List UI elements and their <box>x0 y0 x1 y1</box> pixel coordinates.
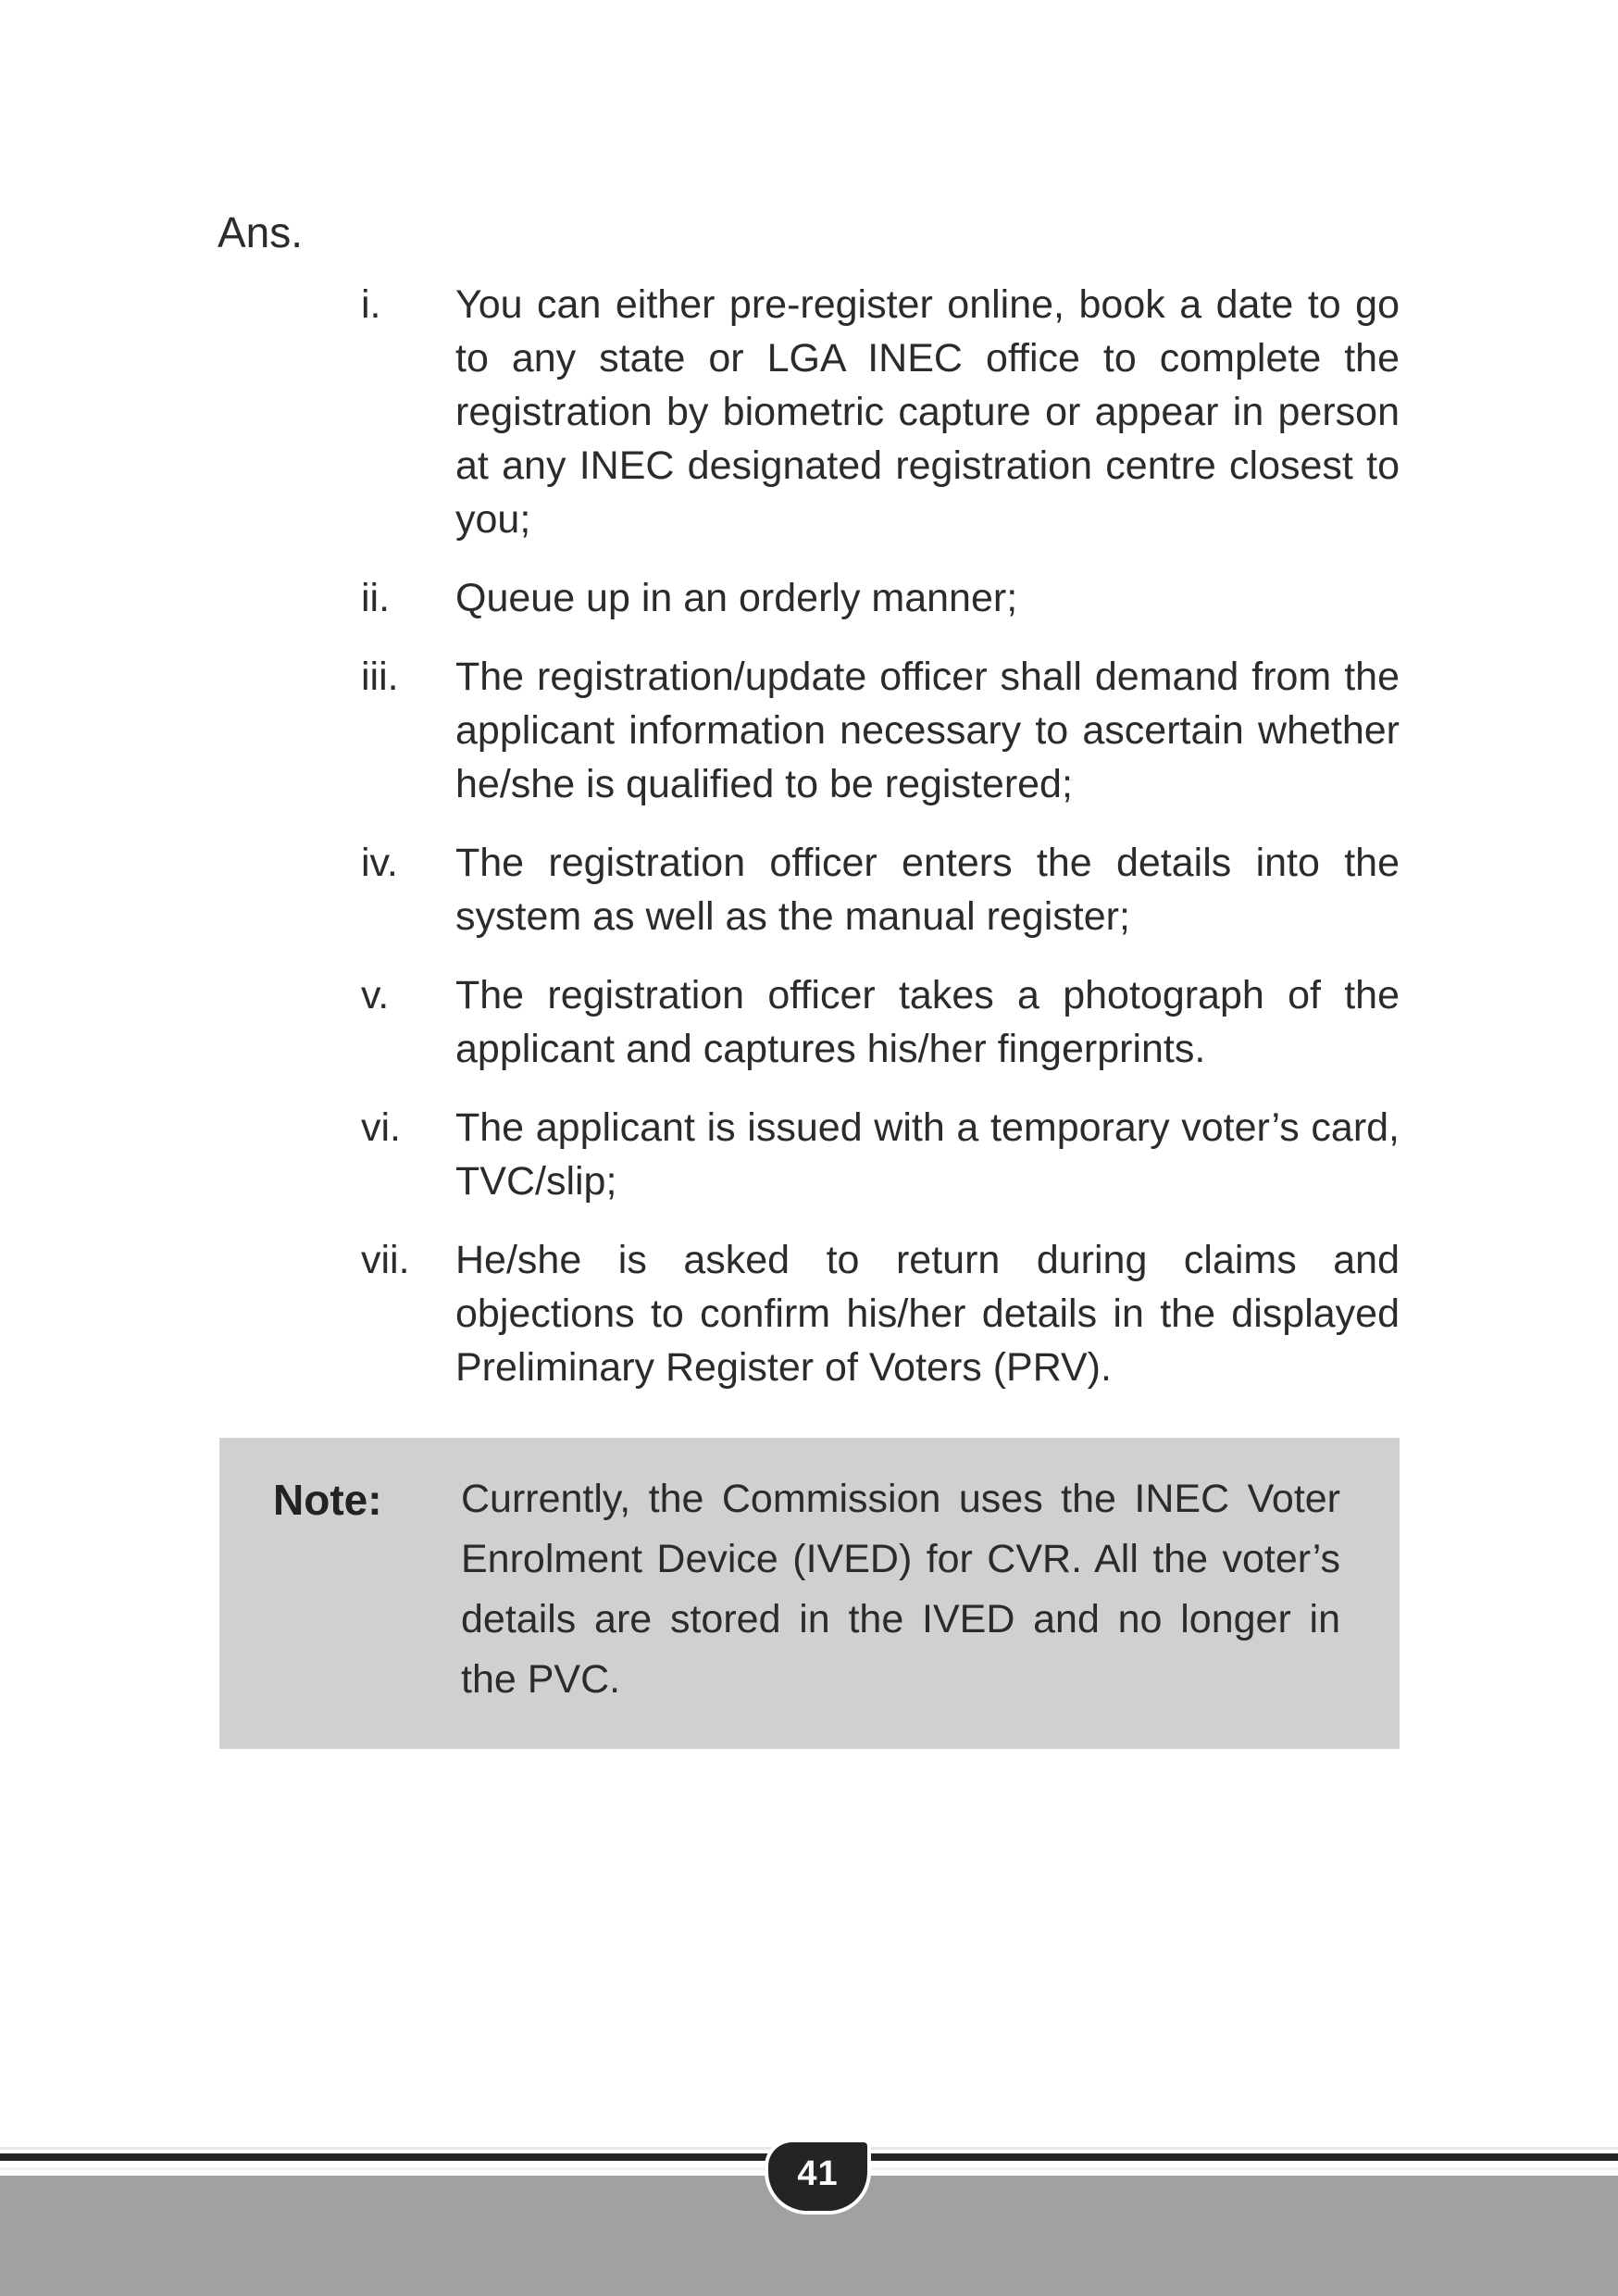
list-item <box>361 571 1400 625</box>
page-number: 41 <box>797 2153 839 2193</box>
note-box <box>219 1438 1400 1749</box>
list-item-numeral: i. <box>361 282 381 327</box>
list-item <box>361 1101 1400 1208</box>
note-text: Currently, the Commission uses the INEC Voter Enrolment Device (IVED) for CVR. All the voter’s details are stored in the IVED and no longer in the PVC. <box>461 1477 1340 1702</box>
answer-label: Ans. <box>218 208 304 256</box>
list-item-text: Queue up in an orderly manner; <box>455 576 1018 620</box>
list-item-text: You can either pre-register online, book a date to go to any state or LGA INEC office to complete the registration by biometric capture or appear in person at any INEC designated registration centre closest to you; <box>455 282 1400 542</box>
page-number-badge <box>768 2142 867 2211</box>
list-item-text: He/she is asked to return during claims and objections to confirm his/her details in the displayed Preliminary Register of Voters (PRV). <box>455 1238 1400 1390</box>
list-item <box>361 1233 1400 1394</box>
list-item-numeral: v. <box>361 973 390 1017</box>
list-item <box>361 650 1400 811</box>
list-item <box>361 278 1400 546</box>
list-item <box>361 836 1400 943</box>
list-item-numeral: iv. <box>361 841 398 885</box>
list-item <box>361 968 1400 1076</box>
list-item-text: The applicant is issued with a temporary voter’s card, TVC/slip; <box>455 1105 1400 1204</box>
list-item-numeral: iii. <box>361 655 399 699</box>
list-item-numeral: ii. <box>361 576 391 620</box>
list-item-text: The registration/update officer shall demand from the applicant information necessary to ascertain whether he/she is qualified to be registered; <box>455 655 1400 806</box>
list-item-numeral: vii. <box>361 1238 410 1282</box>
list-item-text: The registration officer takes a photograph of the applicant and captures his/her fingerprints. <box>455 973 1400 1071</box>
list-item-numeral: vi. <box>361 1105 401 1150</box>
answer-list <box>361 278 1400 1419</box>
note-label: Note: <box>273 1476 382 1524</box>
list-item-text: The registration officer enters the details into the system as well as the manual register; <box>455 841 1400 939</box>
